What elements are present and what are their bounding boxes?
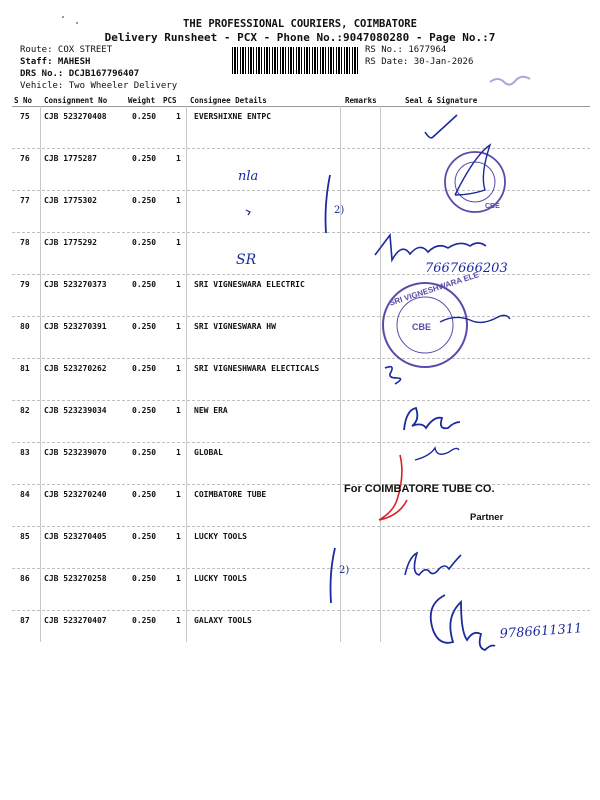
col-header-remarks: Remarks [345, 96, 377, 105]
col-header-weight: Weight [128, 96, 156, 105]
row-pcs: 1 [176, 448, 181, 457]
bracket-mark [326, 175, 331, 233]
handwritten-phone-87: 9786611311 [499, 621, 583, 642]
row-consignment: CJB 523239034 [44, 406, 107, 415]
row-sno: 84 [20, 490, 30, 499]
staff-label: Staff: MAHESH [20, 57, 91, 67]
partner-stamp: Partner [470, 512, 504, 523]
row-weight: 0.250 [132, 574, 157, 583]
tick-mark [425, 115, 457, 138]
round-stamp-city: CBE [485, 203, 500, 210]
coimbatore-tube-stamp: For COIMBATORE TUBE CO. [344, 483, 495, 495]
col-header-consignment: Consignment No [44, 96, 108, 105]
row-pcs: 1 [176, 490, 181, 499]
row-sno: 77 [20, 196, 30, 205]
row-consignee: NEW ERA [194, 406, 228, 415]
bracket-mark [331, 548, 336, 603]
signature-row-83 [415, 448, 459, 460]
row-consignment: CJB 1775287 [44, 154, 97, 163]
row-consignee: SRI VIGNESWARA HW [194, 322, 276, 331]
row-consignment: CJB 523270262 [44, 364, 107, 373]
col-header-pcs: PCS [163, 96, 177, 105]
vehicle-label: Vehicle: Two Wheeler Delivery [20, 81, 178, 91]
row-sno: 87 [20, 616, 30, 625]
route-label: Route: COX STREET [20, 45, 113, 55]
row-weight: 0.250 [132, 490, 157, 499]
row-sno: 85 [20, 532, 30, 541]
row-pcs: 1 [176, 280, 181, 289]
row-weight: 0.250 [132, 448, 157, 457]
row-sno: 78 [20, 238, 30, 247]
row-weight: 0.250 [132, 112, 157, 121]
row-pcs: 1 [176, 406, 181, 415]
col-header-seal-signature: Seal & Signature [405, 96, 478, 105]
row-sno: 80 [20, 322, 30, 331]
row-pcs: 1 [176, 574, 181, 583]
row-consignment: CJB 523270407 [44, 616, 107, 625]
row-pcs: 1 [176, 532, 181, 541]
row-consignment: CJB 523270408 [44, 112, 107, 121]
row-weight: 0.250 [132, 280, 157, 289]
row-pcs: 1 [176, 322, 181, 331]
row-consignment: CJB 523239070 [44, 448, 107, 457]
row-weight: 0.250 [132, 406, 157, 415]
handwritten-phone-78: 7667666203 [425, 261, 508, 276]
col-header-consignee: Consignee Details [190, 96, 267, 105]
document-subtitle: Delivery Runsheet - PCX - Phone No.:9047080280 - Page No.:7 [104, 31, 496, 44]
row-sno: 83 [20, 448, 30, 457]
row-consignment: CJB 523270405 [44, 532, 107, 541]
row-pcs: 1 [176, 112, 181, 121]
mark-row-81 [385, 367, 401, 384]
row-consignment: CJB 523270240 [44, 490, 107, 499]
row-consignee: COIMBATORE TUBE [194, 490, 267, 499]
row-consignment: CJB 523270373 [44, 280, 107, 289]
row-consignment: CJB 1775302 [44, 196, 97, 205]
bracket-number: 2) [339, 565, 350, 576]
row-sno: 82 [20, 406, 30, 415]
scribble-mark [490, 77, 530, 85]
document-title: THE PROFESSIONAL COURIERS, COIMBATORE [183, 18, 417, 30]
row-pcs: 1 [176, 154, 181, 163]
handwritten-sr: SR [236, 252, 257, 268]
small-mark [246, 210, 250, 215]
row-consignee: LUCKY TOOLS [194, 574, 247, 583]
row-consignee: GALAXY TOOLS [194, 616, 252, 625]
row-weight: 0.250 [132, 238, 157, 247]
row-weight: 0.250 [132, 364, 157, 373]
row-pcs: 1 [176, 196, 181, 205]
row-consignee: LUCKY TOOLS [194, 532, 247, 541]
bracket-number: 2) [334, 205, 345, 216]
signature-row-86 [405, 553, 461, 575]
row-consignment: CJB 523270391 [44, 322, 107, 331]
row-consignment: CJB 1775292 [44, 238, 97, 247]
row-sno: 81 [20, 364, 30, 373]
row-weight: 0.250 [132, 154, 157, 163]
row-pcs: 1 [176, 238, 181, 247]
row-pcs: 1 [176, 616, 181, 625]
row-consignee: EVERSHIXNE ENTPC [194, 112, 272, 121]
row-sno: 75 [20, 112, 30, 121]
row-weight: 0.250 [132, 616, 157, 625]
row-sno: 76 [20, 154, 30, 163]
rs-date: RS Date: 30-Jan-2026 [365, 57, 474, 67]
row-consignee: SRI VIGNESWARA ELECTRIC [194, 280, 305, 289]
row-weight: 0.250 [132, 532, 157, 541]
row-weight: 0.250 [132, 322, 157, 331]
row-sno: 86 [20, 574, 30, 583]
row-pcs: 1 [176, 364, 181, 373]
row-consignee: GLOBAL [194, 448, 223, 457]
signature-row-78 [375, 235, 486, 260]
signature-row-80 [440, 315, 510, 322]
vigneshwara-stamp-text: SRI VIGNESHWARA ELE [388, 270, 480, 308]
row-weight: 0.250 [132, 196, 157, 205]
row-consignment: CJB 523270258 [44, 574, 107, 583]
row-sno: 79 [20, 280, 30, 289]
drs-number: DRS No.: DCJB167796407 [20, 69, 140, 79]
col-header-sno: S No [14, 96, 33, 105]
handwritten-nla: nla [238, 169, 259, 184]
vigneshwara-stamp-city: CBE [412, 322, 432, 332]
row-consignee: SRI VIGNESHWARA ELECTICALS [194, 364, 320, 373]
signature-row-82 [404, 408, 460, 430]
signature-row-87 [431, 595, 495, 650]
rs-number: RS No.: 1677964 [365, 45, 447, 55]
